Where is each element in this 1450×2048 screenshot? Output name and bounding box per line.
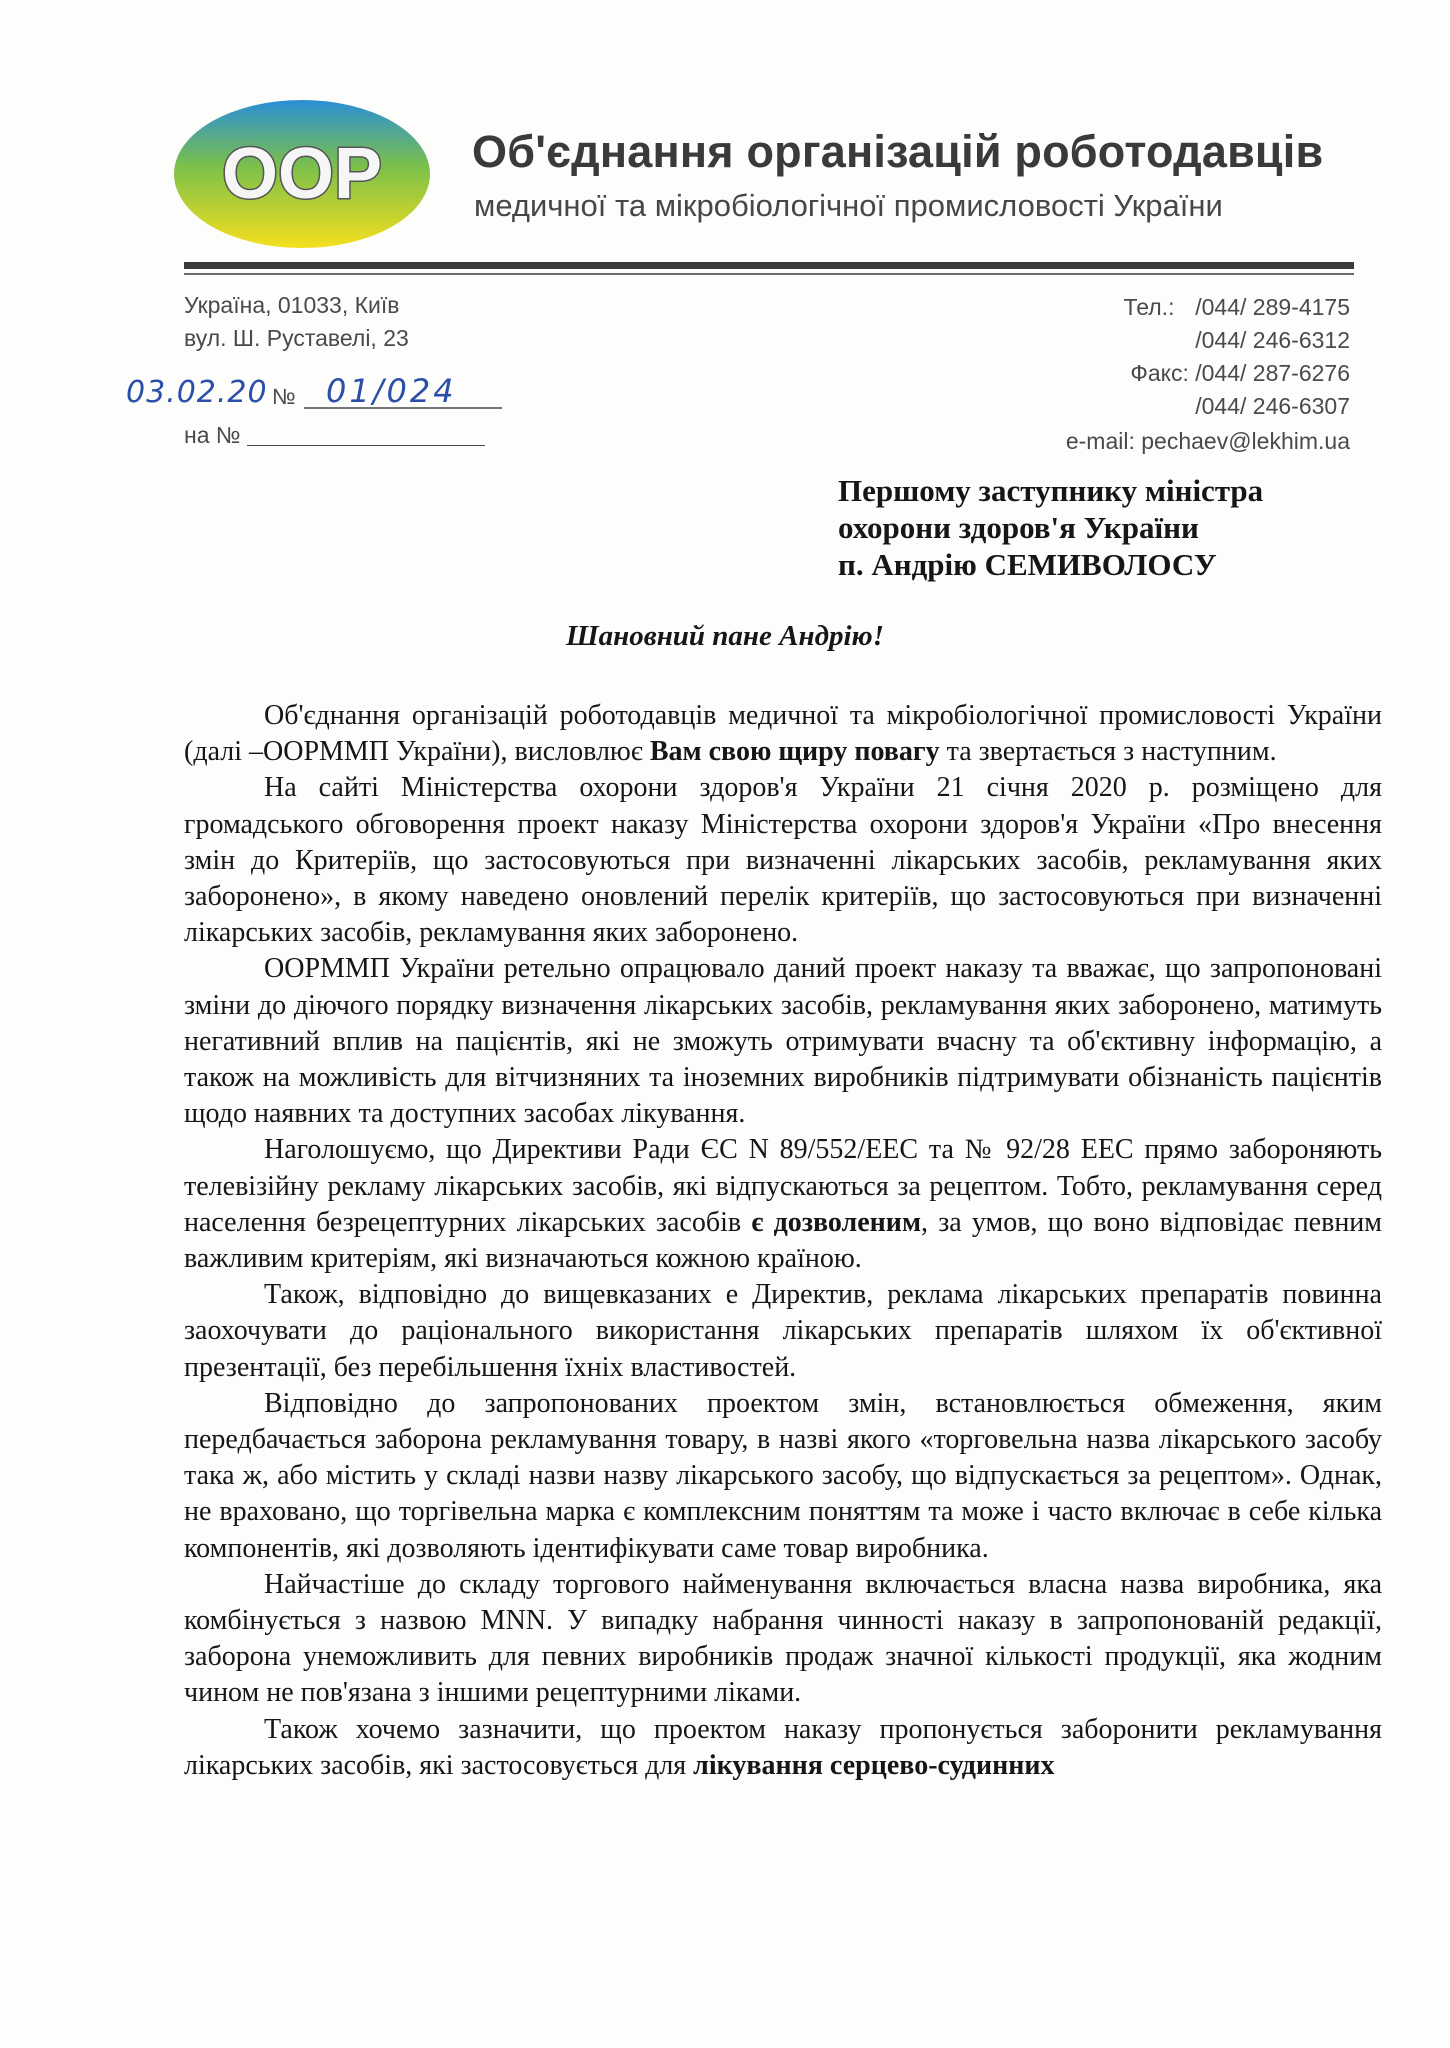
fax-label: Факс: (1130, 360, 1189, 386)
handwritten-number: 01/024 (326, 372, 457, 410)
addressee-block (838, 472, 1263, 583)
logo-text: ООР (221, 134, 383, 214)
paragraph-1-text-end: та звертається з наступним. (939, 736, 1277, 768)
paragraph-8-emphasis: лікування серцево-судинних (693, 1749, 1055, 1781)
fax-number-1: /044/ 287-6276 (1195, 360, 1350, 386)
salutation: Шановний пане Андрію! (565, 620, 884, 652)
fax-1 (1130, 360, 1350, 387)
outgoing-reference (126, 370, 506, 422)
paragraph-6: Відповідно до запропонованих проектом змін, встановлюється обмеження, яким передбачається заборона рекламування товару, в назві якого «торговельна назва лікарського засобу така ж, або містить у складі назви назву лікарського засобу, що відпускається за рецептом». Однак, не враховано, що торгівельна марка є комплексним поняттям та може і часто включає в себе кілька компонентів, які дозволяють ідентифікувати саме товар виробника. (184, 1387, 1382, 1564)
addressee-line-1: Першому заступнику міністра (838, 473, 1264, 508)
phone-1 (1123, 294, 1350, 321)
handwritten-date: 03.02.20 (126, 375, 268, 410)
paragraph-4-text-end: , за умов, що воно відповідає певним важливим критеріям, які визначаються кожною країною. (184, 1206, 1383, 1275)
paragraph-8-text: Також хочемо зазначити, що проектом наказу пропонується заборонити рекламування лікарських засобів, які застосовується для (184, 1713, 1382, 1781)
reply-to-row (184, 422, 485, 449)
paragraph-1-text: Об'єднання організацій роботодавців медичної та мікробіологічної промисловості України (далі –ООРММП України), висловлює (184, 700, 1382, 768)
paragraph-1-emphasis: Вам свою щиру повагу (649, 736, 940, 768)
organization-name: Об'єднання організацій роботодавців (472, 126, 1324, 177)
email (1066, 428, 1350, 455)
paragraph-8 (184, 1712, 1382, 1784)
address-line-2: вул. Ш. Руставелі, 23 (184, 325, 409, 351)
phone-number-2: /044/ 246-6312 (1195, 327, 1350, 353)
reply-to-blank (247, 427, 485, 446)
organization-subtitle: медичної та мікробіологічної промисловості України (474, 188, 1223, 223)
phone-label: Тел.: (1123, 294, 1175, 320)
paragraph-4-text: Наголошуємо, що Директиви Ради ЄС N 89/552/ЕЕС та № 92/28 ЕЕС прямо забороняють телевізійну рекламу лікарських засобів, які відпускаються за рецептом. Тобто, рекламування серед населення безрецептурних лікарських засобів (184, 1134, 1382, 1238)
paragraph-2: На сайті Міністерства охорони здоров'я України 21 січня 2020 р. розміщено для громадського обговорення проект наказу Міністерства охорони здоров'я України «Про внесення змін до Критеріїв, що застосовуються при визначенні лікарських засобів, рекламування яких заборонено», в якому наведено оновлений перелік критеріїв, що застосовуються при визначенні лікарських засобів, рекламування яких заборонено. (184, 772, 1382, 949)
number-label: № (272, 384, 296, 409)
organization-logo (172, 98, 432, 250)
addressee-line-2: охорони здоров'я України (838, 510, 1199, 545)
fax-number-2: /044/ 246-6307 (1195, 393, 1350, 419)
phone-number-1: /044/ 289-4175 (1195, 294, 1350, 320)
paragraph-4-emphasis: є дозволеним (751, 1206, 922, 1238)
addressee-line-3: п. Андрію СЕМИВОЛОСУ (838, 547, 1217, 582)
letter-body (184, 698, 1382, 1784)
email-label: e-mail: (1065, 428, 1135, 454)
paragraph-7: Найчастіше до складу торгового найменування включається власна назва виробника, яка комбінується з назвою MNN. У випадку набрання чинності наказу в запропонованій редакції, заборона унеможливить для певних виробників продаж значної кількості продукції, яка жодним чином не пов'язана з іншими рецептурними ліками. (184, 1568, 1382, 1709)
paragraph-4 (184, 1132, 1382, 1277)
address-line-1: Україна, 01033, Київ (184, 292, 400, 318)
reply-to-label: на № (184, 422, 241, 448)
header-divider-thin (184, 273, 1354, 275)
header-divider (184, 262, 1354, 269)
email-address[interactable]: pechaev@lekhim.ua (1141, 428, 1350, 454)
paragraph-5: Також, відповідно до вищевказаних е Директив, реклама лікарських препаратів повинна заохочувати до раціонального використання лікарських препаратів шляхом їх об'єктивної презентації, без перебільшення їхніх властивостей. (184, 1279, 1382, 1383)
paragraph-3: ООРММП України ретельно опрацювало даний проект наказу та вважає, що запропоновані зміни до діючого порядку визначення лікарських засобів, рекламування яких заборонено, матимуть негативний вплив на пацієнтів, які не зможуть отримувати вчасну та об'єктивну інформацію, а також на можливість для вітчизняних та іноземних виробників підтримувати обізнаність пацієнтів щодо наявних та доступних засобах лікування. (184, 953, 1382, 1130)
paragraph-1 (184, 698, 1382, 770)
